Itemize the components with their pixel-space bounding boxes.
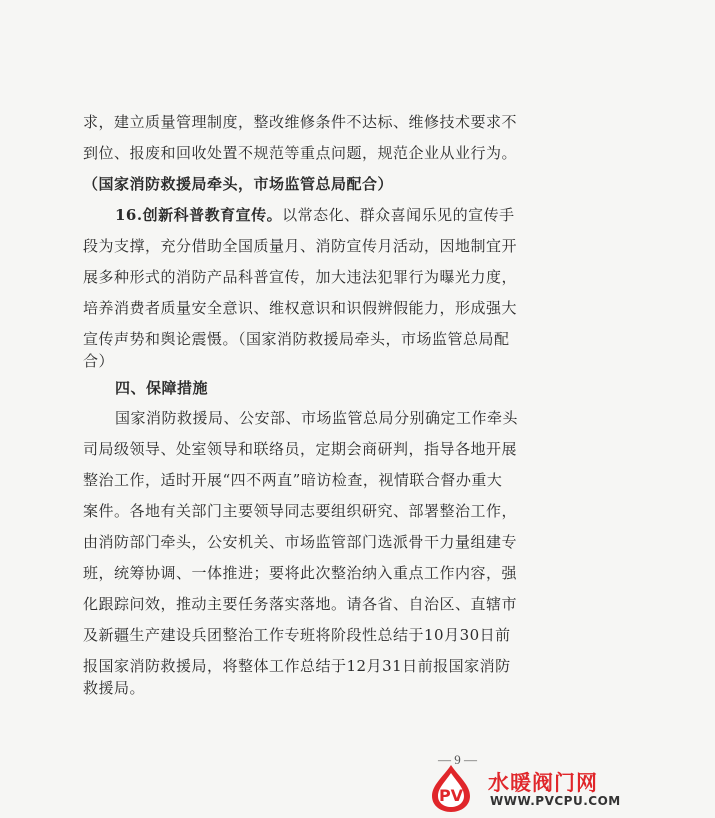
pv-logo-icon (426, 763, 476, 813)
watermark-title: 水暖阀门网 (488, 771, 598, 795)
text-line: 国家消防救援局、公安部、市场监管总局分别确定工作牵头 (115, 409, 519, 427)
text-line: 救援局。 (83, 679, 146, 697)
text-line: 整治工作，适时开展“四不两直”暗访检查，视情联合督办重大 (83, 471, 503, 489)
watermark-url: WWW.PVCPU.COM (490, 794, 621, 808)
text-line: 化跟踪问效，推动主要任务落实落地。请各省、自治区、直辖市 (83, 595, 518, 613)
text-line: （国家消防救援局牵头，市场监管总局配合） (83, 175, 394, 193)
text-line: 合） (83, 352, 115, 370)
page-number: — 9 — (438, 752, 477, 767)
item-16-line (115, 205, 715, 225)
section-heading: 四、保障措施 (115, 379, 209, 397)
text-line: 段为支撑，充分借助全国质量月、消防宣传月活动，因地制宜开 (83, 237, 518, 255)
text-line: 由消防部门牵头，公安机关、市场监管部门选派骨干力量组建专 (83, 533, 518, 551)
text-span: 以常态化、群众喜闻乐见的宣传手 (282, 206, 515, 224)
text-line: 及新疆生产建设兵团整治工作专班将阶段性总结于10月30日前 (83, 626, 511, 644)
item-16-title: 16.创新科普教育宣传。 (115, 206, 283, 224)
text-line: 宣传声势和舆论震慑。（国家消防救援局牵头，市场监管总局配 (83, 330, 510, 348)
text-line: 案件。各地有关部门主要领导同志要组织研究、部署整治工作， (83, 502, 518, 520)
watermark (426, 763, 621, 818)
text-line: 求，建立质量管理制度，整改维修条件不达标、维修技术要求不 (83, 113, 518, 131)
text-line: 司局级领导、处室领导和联络员，定期会商研判，指导各地开展 (83, 440, 518, 458)
text-line: 报国家消防救援局，将整体工作总结于12月31日前报国家消防 (83, 657, 511, 675)
text-line: 到位、报废和回收处置不规范等重点问题，规范企业从业行为。 (83, 144, 518, 162)
text-line: 班，统筹协调、一体推进；要将此次整治纳入重点工作内容，强 (83, 564, 518, 582)
logo-letters: PV (438, 786, 464, 805)
text-line: 培养消费者质量安全意识、维权意识和识假辨假能力，形成强大 (83, 299, 518, 317)
text-line: 展多种形式的消防产品科普宣传，加大违法犯罪行为曝光力度， (83, 268, 518, 286)
